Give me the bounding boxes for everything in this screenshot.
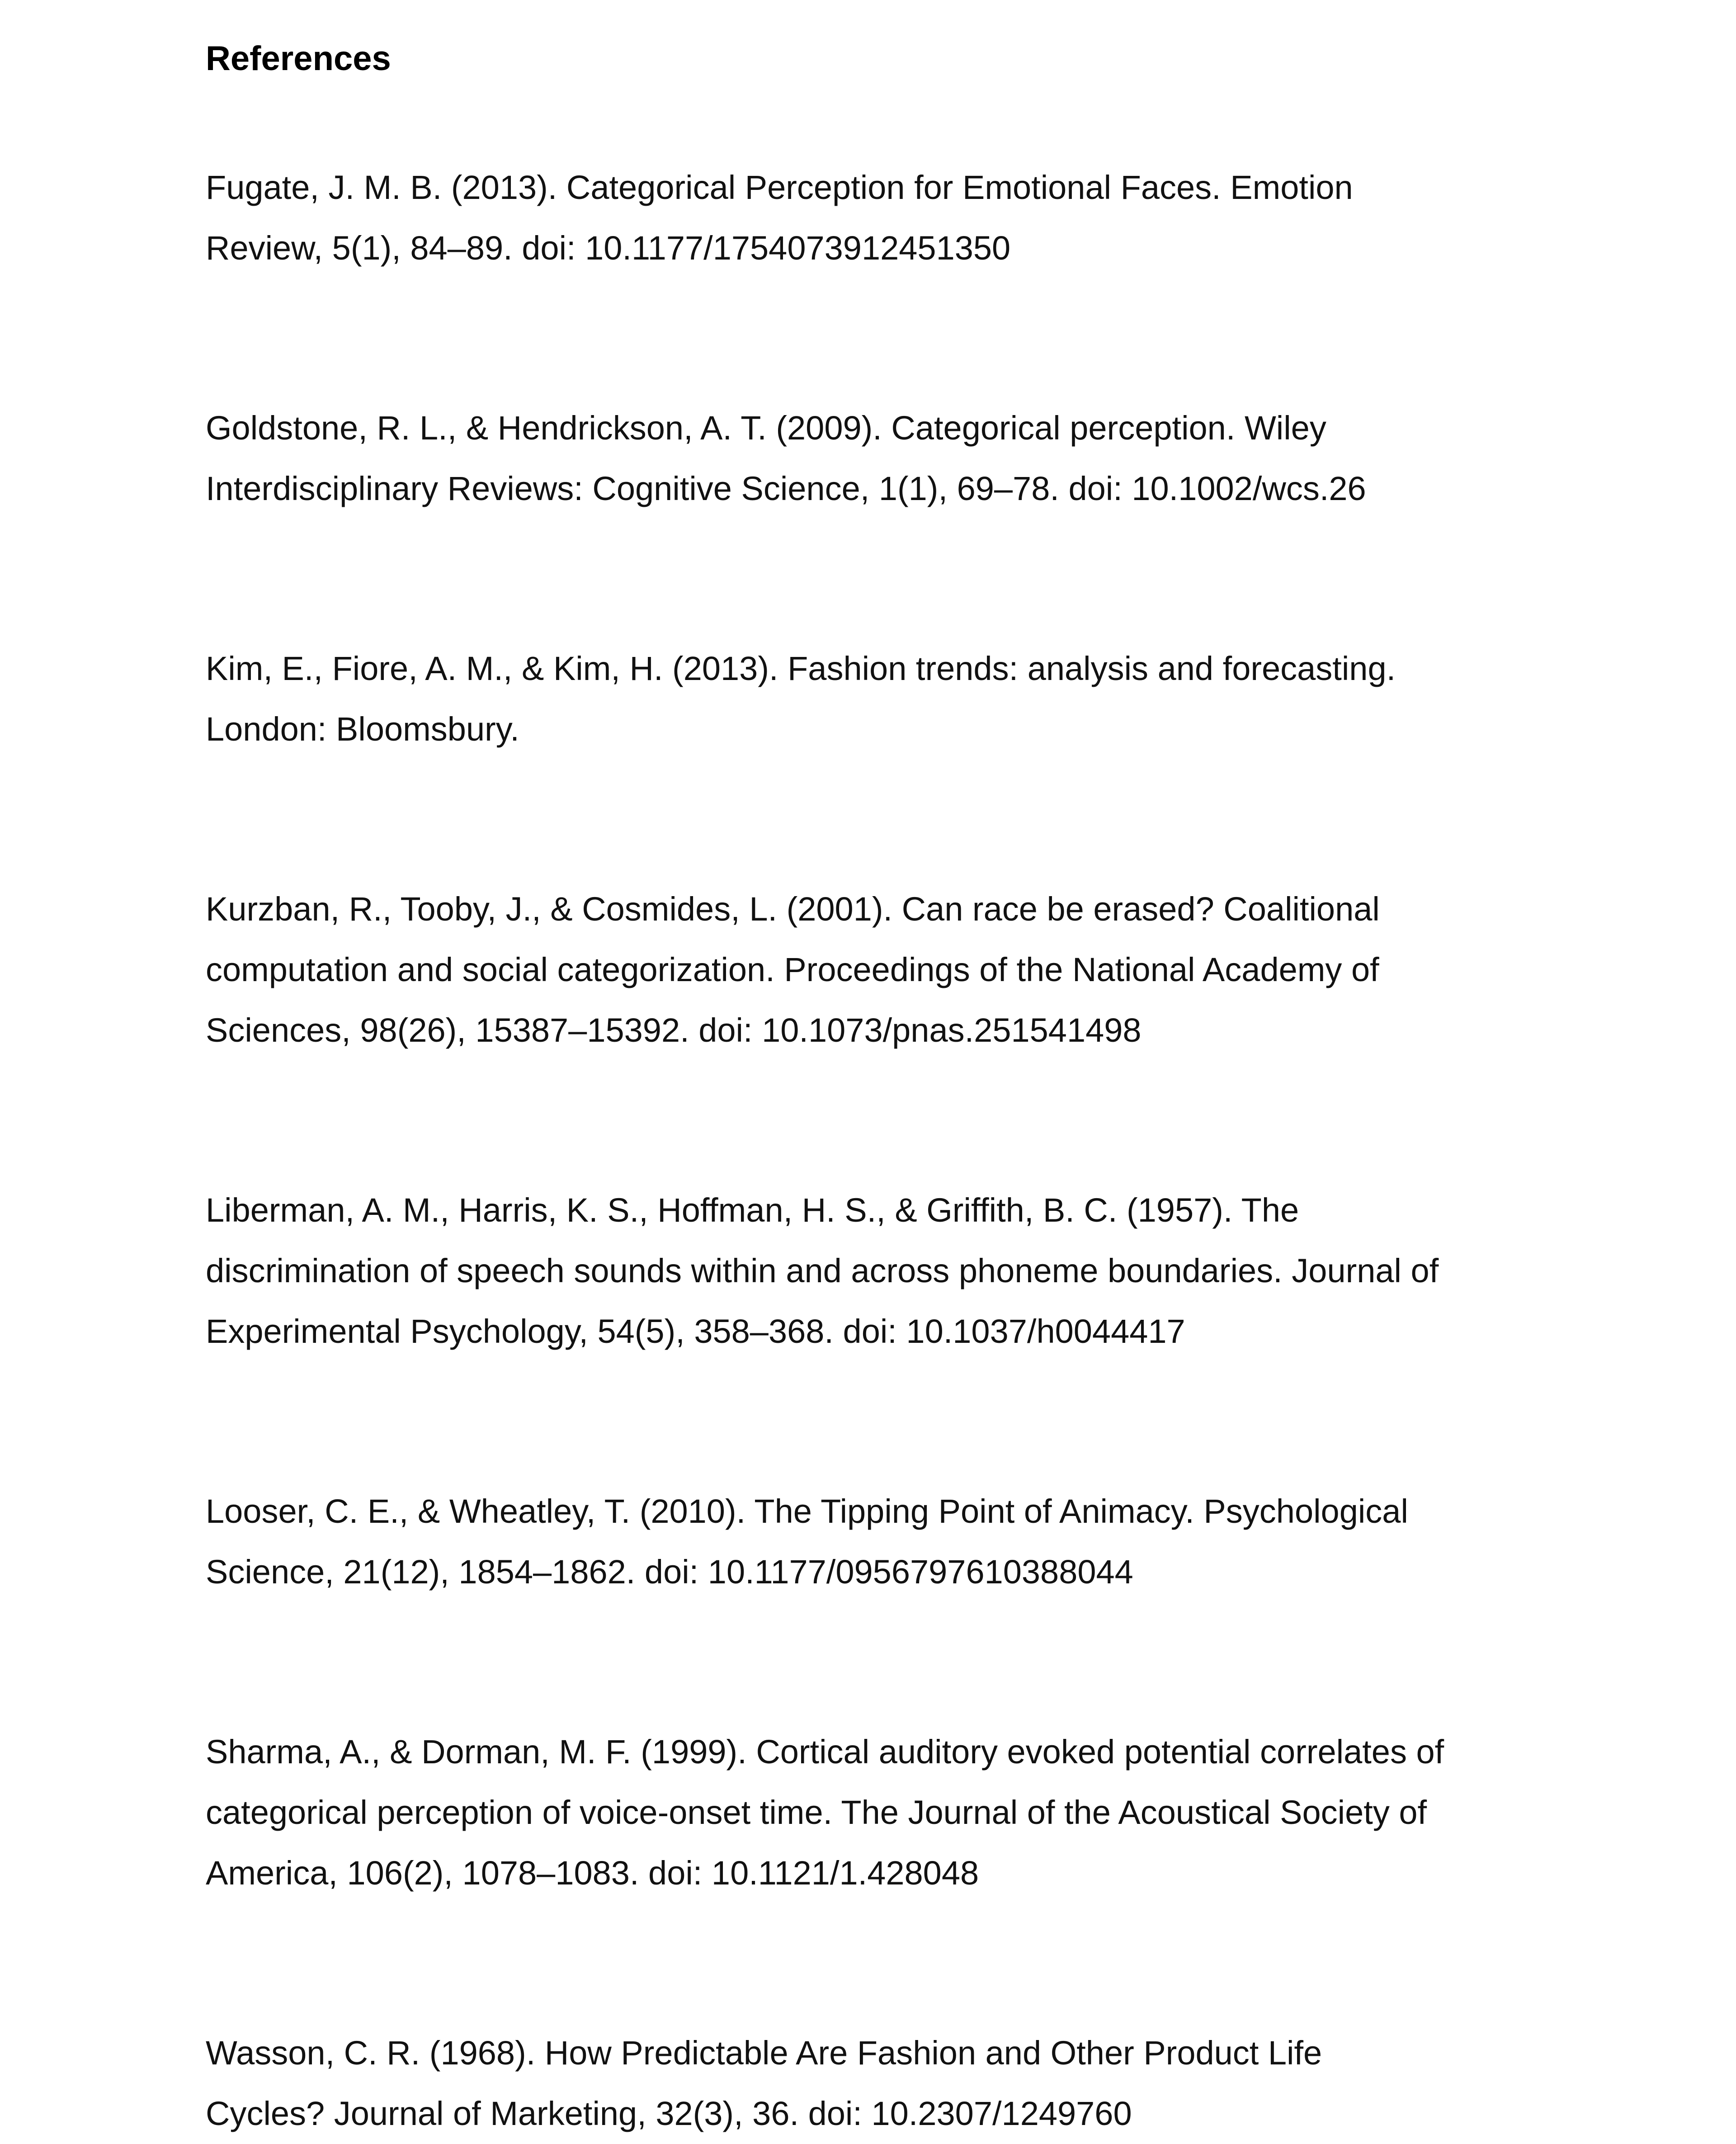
reference-line: computation and social categorization. Proceedings of the National Academy of bbox=[206, 951, 1379, 988]
reference-line: Cycles? Journal of Marketing, 32(3), 36. doi: 10.2307/1249760 bbox=[206, 2095, 1132, 2132]
reference-line: Sciences, 98(26), 15387–15392. doi: 10.1073/pnas.251541498 bbox=[206, 1011, 1142, 1049]
reference-line: America, 106(2), 1078–1083. doi: 10.1121/1.428048 bbox=[206, 1854, 979, 1892]
reference-line: categorical perception of voice-onset time. The Journal of the Acoustical Society of bbox=[206, 1794, 1427, 1831]
reference-entry-kurzban bbox=[206, 879, 1562, 1061]
reference-line: Sharma, A., & Dorman, M. F. (1999). Cortical auditory evoked potential correlates of bbox=[206, 1733, 1444, 1771]
reference-entry-liberman bbox=[206, 1180, 1562, 1362]
references-heading: References bbox=[206, 39, 391, 78]
reference-line: Goldstone, R. L., & Hendrickson, A. T. (2009). Categorical perception. Wiley bbox=[206, 409, 1326, 447]
reference-line: Kim, E., Fiore, A. M., & Kim, H. (2013). Fashion trends: analysis and forecasting. bbox=[206, 650, 1396, 687]
reference-line: discrimination of speech sounds within and across phoneme boundaries. Journal of bbox=[206, 1252, 1439, 1289]
reference-line: Looser, C. E., & Wheatley, T. (2010). The Tipping Point of Animacy. Psychological bbox=[206, 1492, 1408, 1530]
reference-entry-looser bbox=[206, 1481, 1562, 1602]
reference-list bbox=[206, 81, 1562, 2144]
reference-line: Experimental Psychology, 54(5), 358–368. doi: 10.1037/h0044417 bbox=[206, 1313, 1185, 1350]
reference-line: Science, 21(12), 1854–1862. doi: 10.1177/0956797610388044 bbox=[206, 1553, 1133, 1591]
reference-line: Interdisciplinary Reviews: Cognitive Science, 1(1), 69–78. doi: 10.1002/wcs.26 bbox=[206, 470, 1366, 507]
reference-line: London: Bloomsbury. bbox=[206, 710, 519, 748]
reference-line: Wasson, C. R. (1968). How Predictable Are Fashion and Other Product Life bbox=[206, 2034, 1322, 2072]
reference-line: Review, 5(1), 84–89. doi: 10.1177/1754073912451350 bbox=[206, 229, 1011, 267]
reference-entry-wasson bbox=[206, 2023, 1562, 2144]
reference-entry-kim bbox=[206, 638, 1562, 760]
reference-line: Liberman, A. M., Harris, K. S., Hoffman, H. S., & Griffith, B. C. (1957). The bbox=[206, 1191, 1299, 1229]
document-page bbox=[206, 0, 1562, 2144]
reference-entry-goldstone bbox=[206, 398, 1562, 519]
reference-line: Kurzban, R., Tooby, J., & Cosmides, L. (2001). Can race be erased? Coalitional bbox=[206, 890, 1380, 928]
reference-entry-fugate bbox=[206, 157, 1562, 279]
reference-line: Fugate, J. M. B. (2013). Categorical Perception for Emotional Faces. Emotion bbox=[206, 169, 1353, 206]
reference-entry-sharma bbox=[206, 1722, 1562, 1903]
